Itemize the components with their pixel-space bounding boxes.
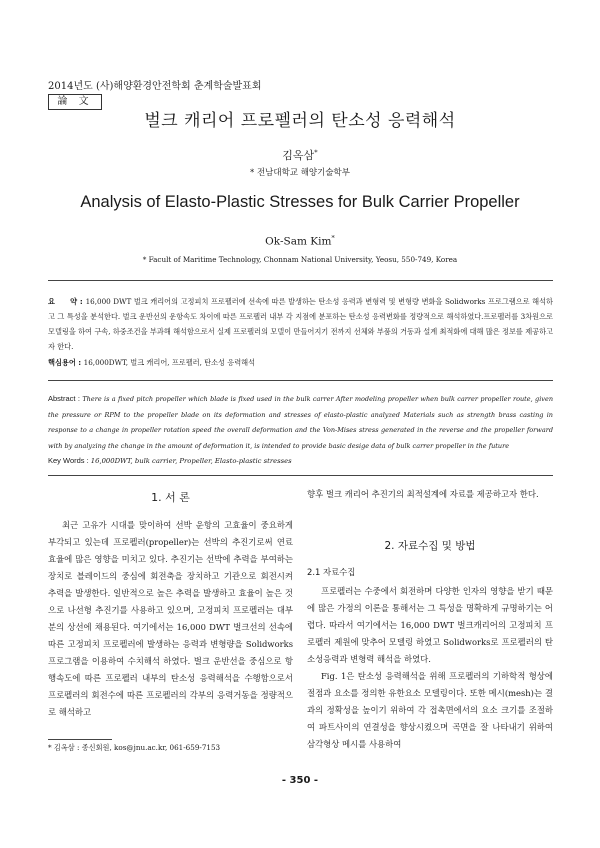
korean-title: 벌크 캐리어 프로펠러의 탄소성 응력해석 <box>144 111 456 131</box>
section2-body-column <box>307 583 553 753</box>
divider-middle <box>48 380 553 381</box>
section2-paragraph-2: Fig. 1은 탄소성 응력해석을 위해 프로펠러의 기하학적 형상에 절점과 요소를 정의한 유한요소 모델링이다. 또한 메시(mesh)는 결과의 정확성을 높이기 위하여 각 접촉면에서의 요소 크기를 조절하여 파트사이의 연결성을 향상시켰으며 곡면을 잘 나타내기 위하여 삼각형상 메시를 사용하여 <box>307 671 553 749</box>
korean-author-mark: * <box>314 147 318 157</box>
korean-keywords-text: 16,000DWT, 벌크 캐리어, 프로펠러, 탄소성 응력해석 <box>83 358 256 367</box>
english-abstract-text: There is a fixed pitch propeller which blade is fixed used in the bulk carrer After modeling propeller when bulk carrer propeller route, given the pressure or RPM to the propeller blade on its deformation and stresses of elasto-plastic analyzed Materials such as strength brass casting in response to a change in propeller rotation speed the overall deformation and the Von-Mises stress generated in the reverse and the propeller forward with by analyzing the change in the amount of deformation it, is intended to provide basic desige data of bulk carrer propeller in the future <box>48 395 554 450</box>
korean-affiliation: * 전남대학교 해양기술학부 <box>250 168 350 178</box>
korean-keywords-label: 핵심용어 : <box>48 358 84 367</box>
conference-header: 2014년도 (사)해양환경안전학회 춘계학술발표회 <box>48 81 262 92</box>
korean-author <box>0 147 600 163</box>
section1-continuation <box>307 486 553 503</box>
english-author-mark: * <box>331 234 335 242</box>
footnote-divider <box>48 739 112 740</box>
korean-abstract-label: 요 약 : <box>48 297 86 306</box>
english-title: Analysis of Elasto-Plastic Stresses for Bulk Carrier Propeller <box>80 193 520 211</box>
page-number: - 350 - <box>281 775 319 786</box>
divider-top <box>48 280 553 281</box>
paper-type-tag: 論 文 <box>48 94 102 110</box>
english-keywords <box>48 456 553 465</box>
section1-continuation-text: 향후 벌크 캐리어 추진기의 최적설계에 자료를 제공하고자 한다. <box>307 489 539 499</box>
section2-heading: 2. 자료수집 및 방법 <box>384 540 476 552</box>
section1-paragraph: 최근 고유가 시대를 맞이하여 선박 운항의 고효율이 중요하게 부각되고 있는데 프로펠러(propeller)는 선박의 추진기로써 연료 효율에 많은 영향을 미치고 있다. 추진기는 선박에 추력을 부여하는 장치로 블레이드의 중심에 회전축을 장치하고 기관으로 회전시켜 추력을 발생한다. 일반적으로 높은 추력을 발생하고 효율이 높은 것으로 나선형 추진기를 사용하고 있으며, 고정피치 프로펠러는 대부분의 상선에 채용된다. 여기에서는 16,000 DWT 벌크선의 선속에 따른 고정피치 프로펠러에 발생하는 응력과 변형량을 Solidworks 프로그램을 이용하여 수치해석 하였다. 벌크 운반선을 중심으로 항행속도에 따른 프로펠러 내부의 탄소성 응력해석을 수행함으로서 프로펠러의 회전수에 따른 프로펠러의 각부의 응력거동을 정량적으로 해석하고 <box>48 520 293 717</box>
english-author <box>0 234 600 248</box>
divider-bottom <box>48 475 553 476</box>
footnote: * 김옥삼 : 종신회원, kos@jnu.ac.kr, 061-659-7153 <box>48 743 221 752</box>
section1-heading: 1. 서 론 <box>151 491 190 504</box>
english-keywords-label: Key Words : <box>48 456 91 465</box>
section2-paragraph-1: 프로펠러는 수중에서 회전하며 다양한 인자의 영향을 받기 때문에 많은 가정의 이론을 통해서는 그 특성을 명확하게 규명하기는 어렵다. 따라서 여기에서는 16,000 DWT 벌크캐리어의 고정피치 프로펠러 제원에 맞추어 모델링 하였고 Solidworks로 프로펠러의 탄소성응력과 변형력 해석을 하였다. <box>307 586 553 664</box>
english-affiliation: * Facult of Maritime Technology, Chonnam National University, Yeosu, 550-749, Korea <box>142 255 458 264</box>
english-keywords-text: 16,000DWT, bulk carrier, Propeller, Elasto-plastic stresses <box>90 457 292 465</box>
english-abstract <box>48 391 553 454</box>
korean-abstract-text: 16,000 DWT 벌크 캐리어의 고정피치 프로펠러에 선속에 따른 발생하는 탄소성 응력과 변형력 및 변형량 변화을 Solidworks 프로그램으로 해석하고 그 특성을 분석한다. 벌크 운반선의 운항속도 차이에 따른 프로펠러 내부 각 지점에 분포하는 탄소성 응력변화를 정량적으로 해석하였다.프로펠러를 3차원으로 모델링을 하여 구속, 하중조건을 부과해 해석함으로서 실제 프로펠러의 모델이 만들어지기 전까지 선체와 부품의 거동과 설계 최적화에 대해 많은 정보를 제공하고자 한다. <box>48 297 554 351</box>
subsection-2-1-heading: 2.1 자료수집 <box>307 567 356 577</box>
korean-author-name: 김옥삼 <box>282 149 315 162</box>
section1-body-column <box>48 517 293 721</box>
korean-abstract <box>48 294 553 354</box>
english-author-name: Ok-Sam Kim <box>265 235 332 248</box>
english-abstract-label: Abstract : <box>48 394 83 403</box>
korean-keywords <box>48 358 553 368</box>
